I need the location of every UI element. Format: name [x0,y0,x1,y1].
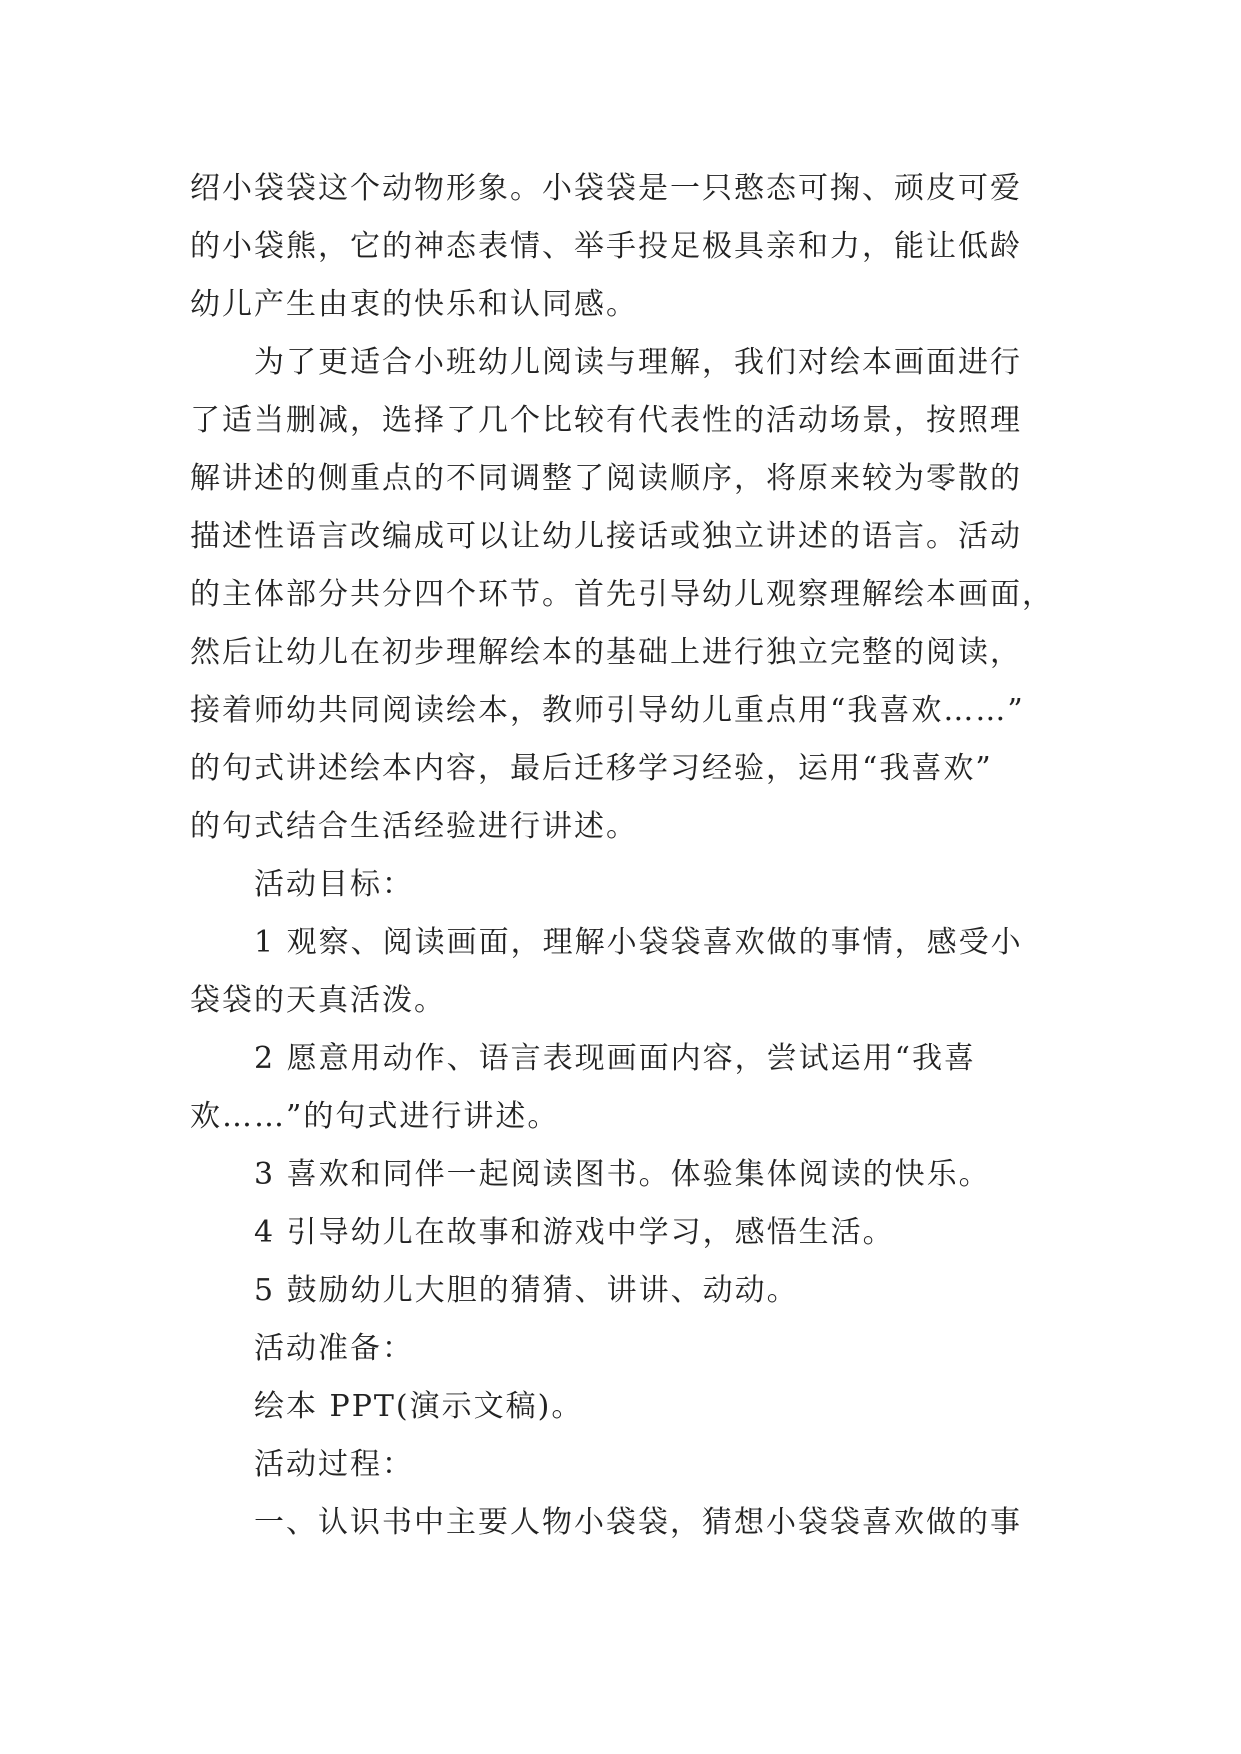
goal-item-2 [190,1030,1050,1146]
text-line: 绘本 PPT(演示文稿)。 [254,1389,584,1424]
text-line: 绍小袋袋这个动物形象。小袋袋是一只憨态可掬、顽皮可爱 [190,171,1022,206]
text-line: 接着师幼共同阅读绘本，教师引导幼儿重点用“我喜欢……” [190,693,1025,728]
text-line: 活动准备： [254,1331,414,1366]
text-line: 的句式结合生活经验进行讲述。 [190,809,638,844]
text-line: 为了更适合小班幼儿阅读与理解，我们对绘本画面进行 [254,345,1022,380]
text-line: 1 观察、阅读画面，理解小袋袋喜欢做的事情，感受小 [254,925,1023,960]
text-line: 解讲述的侧重点的不同调整了阅读顺序，将原来较为零散的 [190,461,1022,496]
preparation-item [190,1378,1050,1436]
text-line: 4 引导幼儿在故事和游戏中学习，感悟生活。 [254,1215,895,1250]
section-heading-goals [190,856,1050,914]
text-line: 欢……”的句式进行讲述。 [190,1099,560,1134]
text-line: 了适当删减，选择了几个比较有代表性的活动场景，按照理 [190,403,1022,438]
text-line: 描述性语言改编成可以让幼儿接话或独立讲述的语言。活动 [190,519,1022,554]
section-heading-preparation [190,1320,1050,1378]
goal-item-5 [190,1262,1050,1320]
paragraph-design [190,334,1054,856]
paragraph-intro [190,160,1050,334]
text-line: 活动目标： [254,867,414,902]
text-line: 活动过程： [254,1447,414,1482]
text-line: 的句式讲述绘本内容，最后迁移学习经验，运用“我喜欢” [190,751,993,786]
document-body [190,160,1054,1552]
text-line: 的小袋熊，它的神态表情、举手投足极具亲和力，能让低龄 [190,229,1022,264]
text-line: 袋袋的天真活泼。 [190,983,446,1018]
goal-item-3 [190,1146,1050,1204]
goal-item-1 [190,914,1050,1030]
text-line: 5 鼓励幼儿大胆的猜猜、讲讲、动动。 [254,1273,799,1308]
text-line: 的主体部分共分四个环节。首先引导幼儿观察理解绘本画面， [190,577,1054,612]
text-line: 幼儿产生由衷的快乐和认同感。 [190,287,638,322]
text-line: 3 喜欢和同伴一起阅读图书。体验集体阅读的快乐。 [254,1157,991,1192]
text-line: 2 愿意用动作、语言表现画面内容，尝试运用“我喜 [254,1041,976,1076]
goal-item-4 [190,1204,1050,1262]
text-line: 然后让幼儿在初步理解绘本的基础上进行独立完整的阅读， [190,635,1022,670]
process-step-1 [190,1494,1050,1552]
text-line: 一、认识书中主要人物小袋袋，猜想小袋袋喜欢做的事 [254,1505,1022,1540]
section-heading-process [190,1436,1050,1494]
